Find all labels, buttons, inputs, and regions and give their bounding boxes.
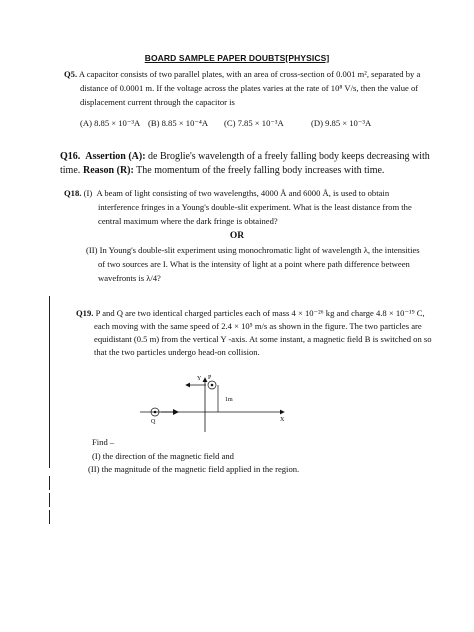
distance-label: 1m — [225, 397, 233, 403]
or-separator: OR — [229, 231, 245, 241]
question-text-line: A beam of light consisting of two wavelengths, 4000 Å and 6000 Å, is used to obtain — [96, 188, 390, 198]
question-18-part-2-line-2: of two sources are I. What is the intensity of light at a point where path difference between — [98, 259, 410, 269]
question-19-line-2: each moving with the same speed of 2.4 × 10⁵ m/s as shown in the figure. The two particles are — [94, 321, 422, 331]
option-c: (C) 7.85 × 10⁻³A — [224, 118, 284, 128]
x-axis-label: X — [280, 417, 285, 423]
reason-text: The momentum of the freely falling body increases with time. — [136, 165, 385, 176]
page-title: BOARD SAMPLE PAPER DOUBTS[PHYSICS] — [144, 53, 330, 63]
reason-label: Reason (R): — [83, 165, 134, 176]
option-d: (D) 9.85 × 10⁻³A — [311, 118, 372, 128]
find-item-2: (II) the magnitude of the magnetic field applied in the region. — [88, 464, 300, 474]
question-18-part-1 — [64, 187, 444, 200]
question-18-part-2-line-3: wavefronts is λ/4? — [98, 273, 161, 283]
question-number: Q16. — [60, 151, 81, 162]
particle-q-dot — [154, 411, 157, 414]
particle-p-label: P — [208, 375, 212, 381]
option-a: (A) 8.85 × 10⁻³A — [80, 118, 141, 128]
margin-mark — [49, 510, 50, 524]
y-axis-label: Y — [197, 376, 202, 382]
question-19-line-3: equidistant (0.5 m) from the vertical Y -axis. At some instant, a magnetic field B is switched on so — [94, 334, 432, 344]
find-heading: Find – — [92, 437, 115, 447]
particle-q-label: Q — [151, 419, 156, 425]
question-5 — [64, 68, 424, 81]
assertion-label: Assertion (A): — [85, 151, 146, 162]
question-18-line-2: interference fringes in a Young's double-slit experiment. What is the least distance from the — [98, 202, 412, 212]
question-number: Q18. — [64, 188, 82, 198]
part-label: (I) — [83, 188, 93, 198]
question-18-part-2: (II) In Young's double-slit experiment using monochromatic light of wavelength λ, the intensities — [86, 245, 420, 255]
assertion-text: de Broglie's wavelength of a freely falling body keeps decreasing with time. — [60, 151, 430, 176]
question-number: Q19. — [76, 308, 94, 318]
question-19 — [76, 307, 456, 320]
option-b: (B) 8.85 × 10⁻⁴A — [148, 118, 209, 128]
margin-mark — [49, 476, 50, 490]
question-19-line-4: that the two particles undergo head-on collision. — [94, 347, 260, 357]
question-text-line: A capacitor consists of two parallel plates, with an area of cross-section of 0.001 m², separated by a — [78, 69, 421, 79]
question-text-line: P and Q are two identical charged particles each of mass 4 × 10⁻²⁶ kg and charge 4.8 × 10⁻¹⁹ C, — [95, 308, 425, 318]
magnetic-field-figure — [0, 368, 474, 438]
question-16-reason — [83, 164, 443, 178]
margin-mark — [49, 493, 50, 507]
question-5-line-3: displacement current through the capacitor is — [80, 97, 235, 107]
particle-p-dot — [211, 384, 214, 387]
find-item-1: (I) the direction of the magnetic field and — [92, 451, 234, 461]
question-number: Q5. — [64, 69, 78, 79]
question-18-line-3: central maximum where the dark fringe is obtained? — [98, 216, 278, 226]
question-5-line-2: distance of 0.0001 m. If the voltage across the plates varies at the rate of 10⁸ V/s, then the value of — [80, 83, 419, 93]
